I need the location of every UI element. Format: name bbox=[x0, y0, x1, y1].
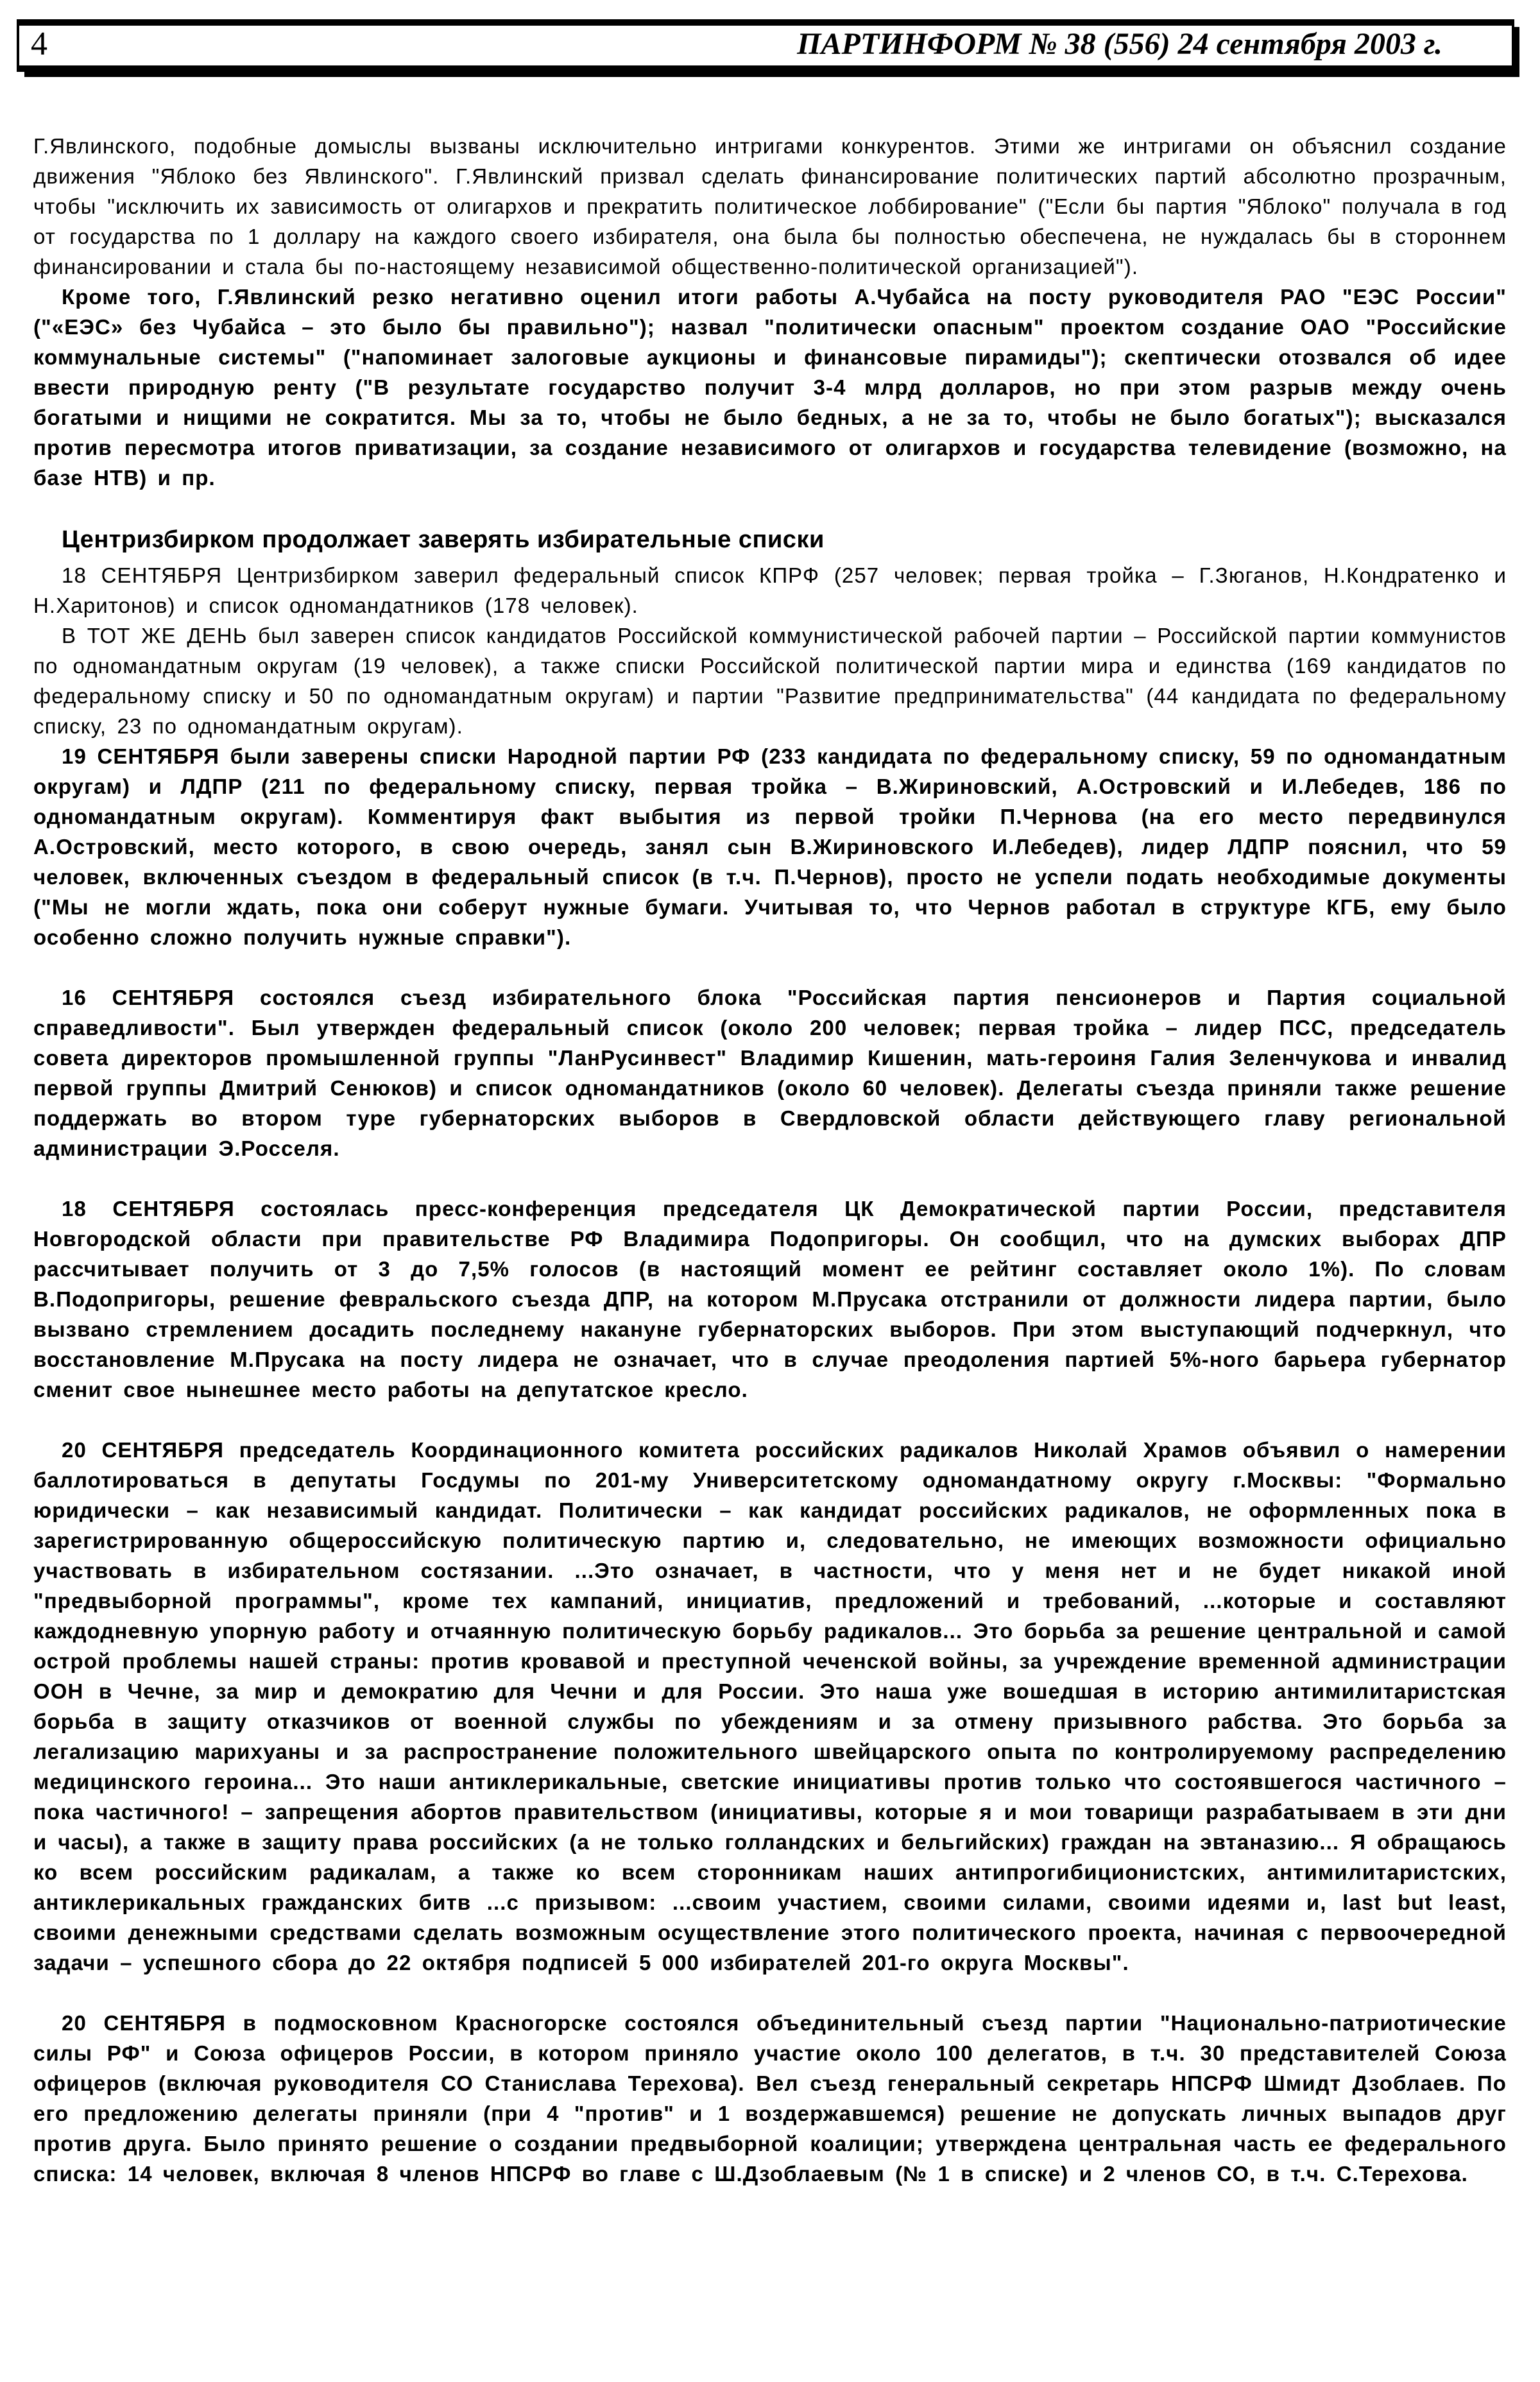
paragraph-yavlinsky-chubais: Кроме того, Г.Явлинский резко негативно оценил итоги работы А.Чубайса на посту руководителя РАО "ЕЭС России" ("«ЕЭС» без Чубайса – это было бы правильно"); назвал "политически опасным" проектом создание ОАО "Российские коммунальные системы" ("напоминает залоговые аукционы и финансовые пирамиды"); скептически отозвался об идее ввести природную ренту ("В результате государство получит 3-4 млрд долларов, но при этом разрыв между очень богатыми и нищими не сократится. Мы за то, чтобы не было бедных, а не за то, чтобы не было богатых"); высказался против пересмотра итогов приватизации, за создание независимого от олигархов и государства телевидение (возможно, на базе НТВ) и пр. bbox=[33, 285, 1507, 490]
paragraph-20sep-krasnogorsk: 20 СЕНТЯБРЯ в подмосковном Красногорске состоялся объединительный съезд партии "Национально-патриотические силы РФ" и Союза офицеров России, в котором приняло участие около 100 делегатов, в т.ч. 30 представителей Союза офицеров (включая руководителя СО Станислава Терехова). Вел съезд генеральный секретарь НПСРФ Шмидт Дзоблаев. По его предложению делегаты приняли (при 4 "против" и 1 воздержавшемся) решение не допускать личных выпадов друг против друга. Было принято решение о создании предвыборной коалиции; утверждена центральная часть ее федерального списка: 14 человек, включая 8 членов НПСРФ во главе с Ш.Дзоблаевым (№ 1 в списке) и 2 членов СО, в т.ч. С.Терехова. bbox=[33, 2011, 1507, 2186]
paragraph-20sep-khramov: 20 СЕНТЯБРЯ председатель Координационного комитета российских радикалов Николай Храмов объявил о намерении баллотироваться в депутаты Госдумы по 201-му Университетскому одномандатному округу г.Москвы: "Формально юридически – как независимый кандидат. Политически – как кандидат российских радикалов, не оформленных пока в зарегистрированную общероссийскую политическую партию и, следовательно, не имеющих возможности официально участвовать в избирательном состязании. ...Это означает, в частности, что у меня нет и не будет никакой иной "предвыборной программы", кроме тех кампаний, инициатив, предложений и требований, ...которые и составляют каждодневную упорную работу и отчаянную политическую борьбу радикалов... Это борьба за решение центральной и самой острой проблемы нашей страны: против кровавой и преступной чеченской войны, за учреждение временной администрации ООН в Чечне, за мир и демократию для Чечни и для России. Это наша уже вошедшая в историю антимилитаристская борьба в защиту отказчиков от военной службы по убеждениям и за отмену призывного рабства. Это борьба за легализацию марихуаны и за распространение положительного швейцарского опыта по контролируемому распределению медицинского героина... Это наши антиклерикальные, светские инициативы против только что состоявшегося частичного – пока частичного! – запрещения абортов правительством (инициативы, которые я и мои товарищи разрабатываем в эти дни и часы), а также в защиту права российских (а не только голландских и бельгийских) граждан на эвтаназию... Я обращаюсь ко всем российским радикалам, а также ко всем сторонникам наших антипрогибиционистских, антимилитаристских, антиклерикальных гражданских битв ...с призывом: ...своим участием, своими силами, своими идеями и, last but least, своими денежными средствами сделать возможным осуществление этого политического проекта, начиная с первоочередной задачи – успешного сбора до 22 октября подписей 5 000 избирателей 201-го округа Москвы". bbox=[33, 1438, 1507, 1975]
paragraph-16sep-pensioners: 16 СЕНТЯБРЯ состоялся съезд избирательного блока "Российская партия пенсионеров и Партия социальной справедливости". Был утвержден федеральный список (около 200 человек; первая тройка – лидер ПСС, председатель совета директоров промышленной группы "ЛанРусинвест" Владимир Кишенин, мать-героиня Галия Зеленчукова и инвалид первой группы Дмитрий Сенюков) и список одномандатников (около 60 человек). Делегаты съезда приняли также решение поддержать во втором туре губернаторских выборов в Свердловской области действующего главу региональной администрации Э.Росселя. bbox=[33, 986, 1507, 1160]
page-header bbox=[17, 19, 1514, 72]
paragraph-19sep-ldpr: 19 СЕНТЯБРЯ были заверены списки Народной партии РФ (233 кандидата по федеральному списку, 59 по одномандатным округам) и ЛДПР (211 по федеральному списку, первая тройка – В.Жириновский, А.Островский и И.Лебедев, 186 по одномандатным округам). Комментируя факт выбытия из первой тройки П.Чернова (на его место передвинулся А.Островский, место которого, в свою очередь, занял сын В.Жириновского И.Лебедев), лидер ЛДПР пояснил, что 59 человек, включенных съездом в федеральный список (в т.ч. П.Чернов), просто не успели подать необходимые документы ("Мы не могли ждать, пока они соберут нужные бумаги. Учитывая то, что Чернов работал в структуре КГБ, ему было особенно сложно получить нужные справки"). bbox=[33, 744, 1507, 949]
newsletter-title: ПАРТИНФОРМ № 38 (556) 24 сентября 2003 г. bbox=[797, 27, 1442, 61]
newsletter-page bbox=[0, 19, 1540, 2382]
paragraph-same-day-rkrp: В ТОТ ЖЕ ДЕНЬ был заверен список кандидатов Российской коммунистической рабочей партии – Российской партии коммунистов по одномандатным округам (19 человек), а также списки Российской политической партии мира и единства (169 кандидатов по федеральному списку и 50 по одномандатным округам) и партии "Развитие предпринимательства" (44 кандидата по федеральному списку, 23 по одномандатным округам). bbox=[33, 624, 1507, 738]
paragraph-18sep-kprf: 18 СЕНТЯБРЯ Центризбирком заверил федеральный список КПРФ (257 человек; первая тройка – Г.Зюганов, Н.Кондратенко и Н.Харитонов) и список одномандатников (178 человек). bbox=[33, 563, 1507, 617]
paragraph-18sep-dpr: 18 СЕНТЯБРЯ состоялась пресс-конференция председателя ЦК Демократической партии России, представителя Новгородской области при правительстве РФ Владимира Подопригоры. Он сообщил, что на думских выборах ДПР рассчитывает получить от 3 до 7,5% голосов (в настоящий момент ее рейтинг составляет около 1%). По словам В.Подопригоры, решение февральского съезда ДПР, на котором М.Прусака отстранили от должности лидера партии, было вызвано стремлением досадить последнему накануне губернаторских выборов. При этом выступающий подчеркнул, что восстановление М.Прусака на посту лидера не означает, что в случае преодоления партией 5%-ного барьера губернатор сменит свое нынешнее место работы на депутатское кресло. bbox=[33, 1197, 1507, 1401]
section-heading: Центризбирком продолжает заверять избирательные списки bbox=[62, 526, 825, 553]
page-number: 4 bbox=[31, 26, 47, 62]
article-body bbox=[33, 131, 1507, 2189]
paragraph-yavlinsky-continuation: Г.Явлинского, подобные домыслы вызваны исключительно интригами конкурентов. Этими же интригами он объяснил создание движения "Яблоко без Явлинского". Г.Явлинский призвал сделать финансирование политических партий абсолютно прозрачным, чтобы "исключить их зависимость от олигархов и прекратить политическое лоббирование" ("Если бы партия "Яблоко" получала в год от государства по 1 доллару на каждого своего избирателя, она была бы полностью обеспечена, не нуждалась бы в стороннем финансировании и стала бы по-настоящему независимой общественно-политической организацией"). bbox=[33, 134, 1507, 278]
